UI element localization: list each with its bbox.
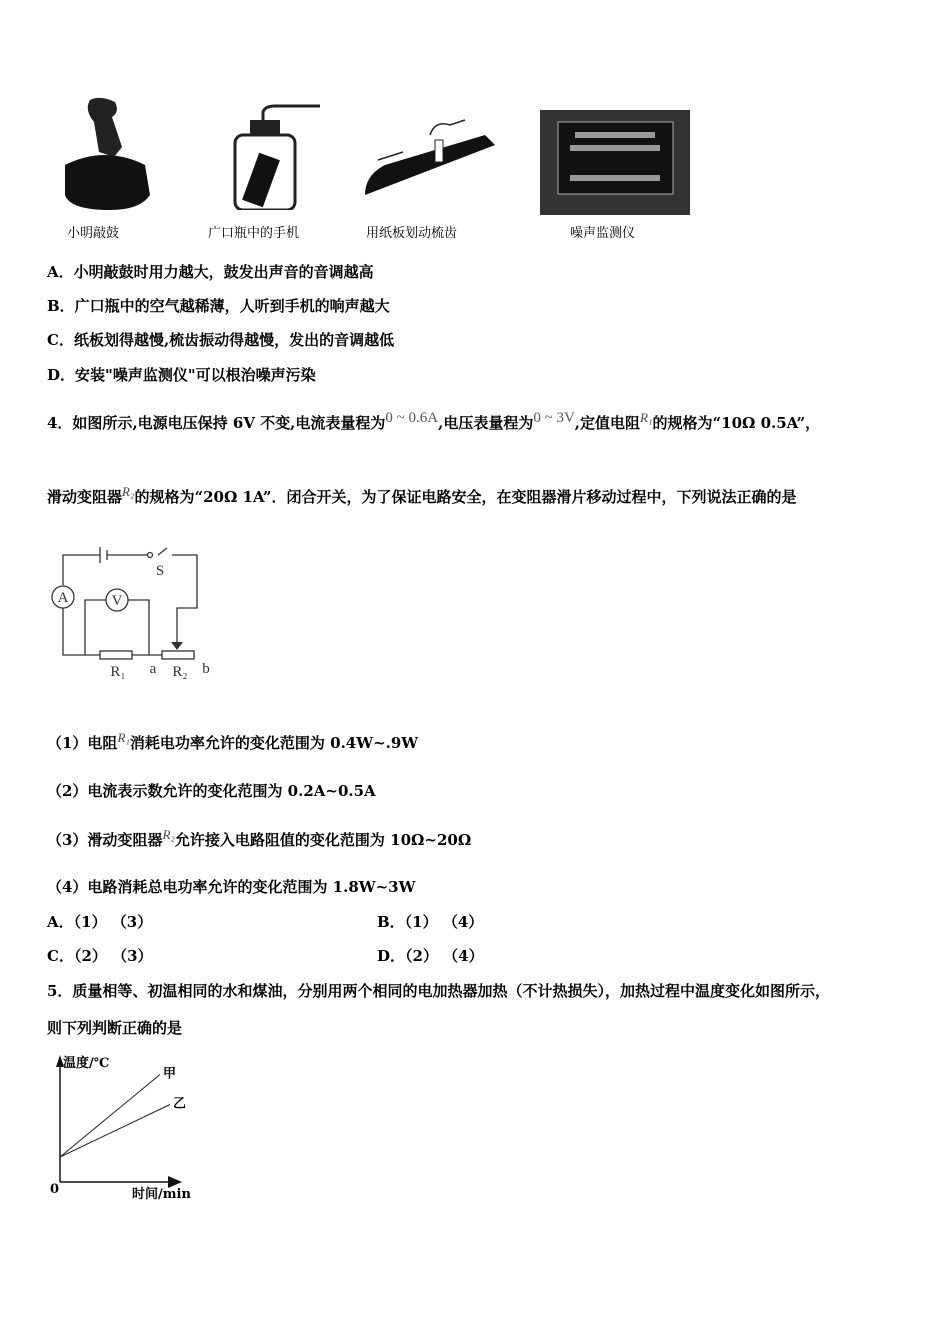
series-line-1 (60, 1075, 160, 1158)
q4-text: 滑动变阻器 (47, 488, 123, 506)
r2-label: R₂ (172, 664, 188, 680)
voltmeter-label: V (111, 593, 123, 609)
q4-text: 的规格为“20Ω 1A”．闭合开关，为了保证电路安全，在变阻器滑片移动过程中，下列说法正确的是 (134, 488, 797, 506)
option-a: A．小明敲鼓时用力越大，鼓发出声音的音调越高 (47, 263, 374, 281)
question-5-line1: 5．质量相等、初温相同的水和煤油，分别用两个相同的电加热器加热（不计热损失），加热过程中温度变化如图所示， (47, 982, 830, 1000)
statement-3 (47, 827, 471, 850)
r1-label: R₁ (110, 664, 126, 680)
q4-text: 消耗电功率允许的变化范围为 0.4W~.9W (129, 734, 419, 752)
circuit-diagram (40, 530, 240, 690)
question-4-line1 (47, 410, 820, 433)
option-c: C．（2） （3） (47, 947, 153, 965)
r1-symbol: R₁ (640, 410, 653, 425)
question-5-line2: 则下列判断正确的是 (47, 1019, 183, 1037)
bottle-figure (225, 100, 325, 210)
q4-text: ,电压表量程为 (438, 414, 534, 432)
voltmeter-range: 0 ~ 3V (533, 410, 575, 426)
y-axis-label: 温度/℃ (63, 1056, 110, 1071)
figure-caption: 用纸板划动梳齿 (366, 226, 458, 241)
figure-caption: 广口瓶中的手机 (208, 226, 300, 241)
statement-4: （4）电路消耗总电功率允许的变化范围为 1.8W~3W (47, 878, 416, 896)
switch-label: S (155, 563, 165, 579)
noise-monitor-figure (540, 110, 690, 215)
ammeter-range: 0 ~ 0.6A (385, 410, 439, 426)
option-d: D．（2） （4） (377, 947, 484, 965)
point-a-label: a (149, 661, 157, 677)
point-b-label: b (202, 661, 210, 677)
figure-caption: 噪声监测仪 (570, 226, 636, 241)
statement-2: （2）电流表示数允许的变化范围为 0.2A~0.5A (47, 782, 376, 800)
question-4-line2 (47, 484, 797, 507)
q4-text: 的规格为“10Ω 0.5A”， (652, 414, 821, 432)
q4-text: ,定值电阻 (574, 414, 641, 432)
comb-figure (360, 115, 500, 205)
option-b: B．广口瓶中的空气越稀薄，人听到手机的响声越大 (47, 297, 390, 315)
origin-label: 0 (50, 1182, 60, 1197)
r1-symbol: R₁ (117, 730, 130, 745)
statement-1 (47, 730, 418, 753)
drum-figure (60, 95, 160, 210)
series-label: 乙 (173, 1096, 187, 1112)
option-c: C．纸板划得越慢,梳齿振动得越慢，发出的音调越低 (47, 331, 395, 349)
option-d: D．安装"噪声监测仪"可以根治噪声污染 (47, 366, 316, 384)
figure-caption: 小明敲鼓 (67, 226, 120, 241)
series-line-2 (60, 1105, 170, 1158)
q4-text: 4．如图所示,电源电压保持 6V 不变,电流表量程为 (47, 414, 386, 432)
r2-symbol: R₂ (122, 484, 135, 499)
r2-symbol: R₂ (162, 827, 175, 842)
q4-text: （3）滑动变阻器 (47, 831, 163, 849)
temperature-time-chart (40, 1045, 240, 1210)
series-label: 甲 (163, 1066, 177, 1082)
option-a: A．（1） （3） (47, 913, 153, 931)
q4-text: （1）电阻 (47, 734, 118, 752)
q4-text: 允许接入电路阻值的变化范围为 10Ω~20Ω (174, 831, 472, 849)
x-axis-label: 时间/min (132, 1187, 191, 1202)
option-b: B．（1） （4） (377, 913, 484, 931)
ammeter-label: A (57, 590, 69, 606)
